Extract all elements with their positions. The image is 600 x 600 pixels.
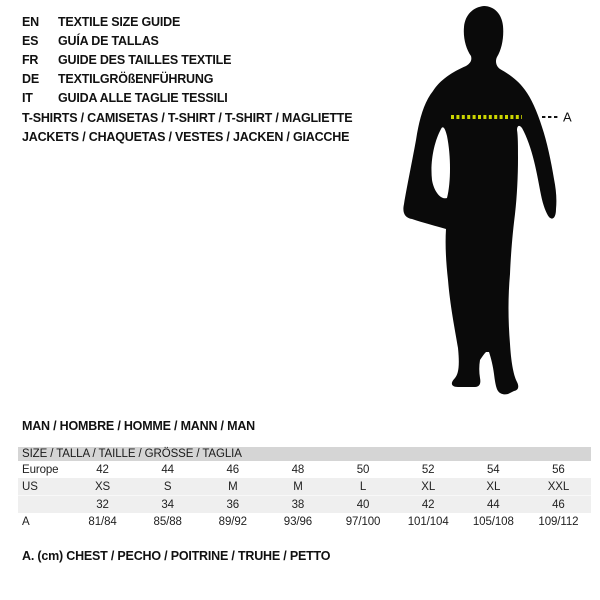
cell: 81/84: [88, 516, 117, 528]
cell: 34: [161, 498, 174, 511]
table-row-chest-a: [18, 513, 591, 531]
language-list: [22, 12, 231, 107]
cell: XS: [94, 480, 111, 493]
cell: 44: [487, 498, 500, 511]
cell: 46: [552, 498, 565, 511]
cell: 109/112: [538, 516, 579, 528]
cell: 38: [291, 498, 305, 511]
cell: 52: [421, 463, 435, 476]
cell: 42: [96, 463, 109, 476]
measure-label-a: A: [563, 109, 572, 125]
man-silhouette: [400, 0, 600, 400]
cell: 54: [487, 463, 500, 476]
cell: 50: [356, 463, 370, 476]
language-row-de: [22, 69, 231, 88]
cell: 44: [161, 463, 174, 476]
language-code: EN: [22, 14, 39, 29]
cell: 36: [226, 498, 240, 511]
language-code: IT: [22, 90, 33, 105]
cell: 97/100: [345, 516, 381, 528]
cell: 32: [96, 498, 109, 511]
language-code: FR: [22, 52, 39, 67]
language-label: TEXTILGRÖßENFÜHRUNG: [58, 71, 214, 86]
row-label: Europe: [22, 463, 59, 476]
cell: 89/92: [218, 516, 247, 528]
language-label: GUÍA DE TALLAS: [58, 33, 159, 48]
cell: S: [163, 480, 172, 493]
cell: XXL: [547, 480, 570, 493]
table-row-us-letter: [18, 478, 591, 495]
cell: M: [293, 480, 303, 493]
row-label: A: [22, 516, 30, 528]
language-code: DE: [22, 71, 39, 86]
category-lines: [22, 109, 352, 147]
language-row-en: [22, 12, 231, 31]
language-code: ES: [22, 33, 39, 48]
cell: 46: [226, 463, 240, 476]
language-label: GUIDA ALLE TAGLIE TESSILI: [58, 90, 228, 105]
language-row-fr: [22, 50, 231, 69]
language-label: TEXTILE SIZE GUIDE: [58, 14, 181, 29]
section-title: MAN / HOMBRE / HOMME / MANN / MAN: [22, 419, 255, 433]
man-body-shape: [403, 6, 556, 394]
cell: XL: [421, 480, 436, 493]
category-line-tshirts: T-SHIRTS / CAMISETAS / T-SHIRT / T-SHIRT / MAGLIETTE: [22, 111, 353, 125]
cell: 48: [291, 463, 305, 476]
cell: 105/108: [472, 516, 514, 528]
cell: 56: [552, 463, 565, 476]
category-line-jackets: JACKETS / CHAQUETAS / VESTES / JACKEN / GIACCHE: [22, 130, 350, 144]
language-row-es: [22, 31, 231, 50]
table-row-europe: [18, 461, 591, 478]
table-row-us-number: [18, 495, 591, 513]
cell: 42: [421, 498, 435, 511]
cell: 101/104: [407, 516, 449, 528]
language-label: GUIDE DES TAILLES TEXTILE: [58, 52, 232, 67]
cell: XL: [486, 480, 501, 493]
size-table: [18, 447, 591, 531]
language-row-it: [22, 88, 231, 107]
cell: 93/96: [283, 516, 313, 528]
measurement-footnote: A. (cm) CHEST / PECHO / POITRINE / TRUHE / PETTO: [22, 549, 331, 563]
cell: M: [228, 480, 238, 493]
cell: 85/88: [153, 516, 182, 528]
size-table-header: SIZE / TALLA / TAILLE / GRÖSSE / TAGLIA: [18, 447, 591, 461]
row-label: US: [22, 480, 38, 493]
cell: L: [359, 480, 367, 493]
cell: 40: [356, 498, 370, 511]
